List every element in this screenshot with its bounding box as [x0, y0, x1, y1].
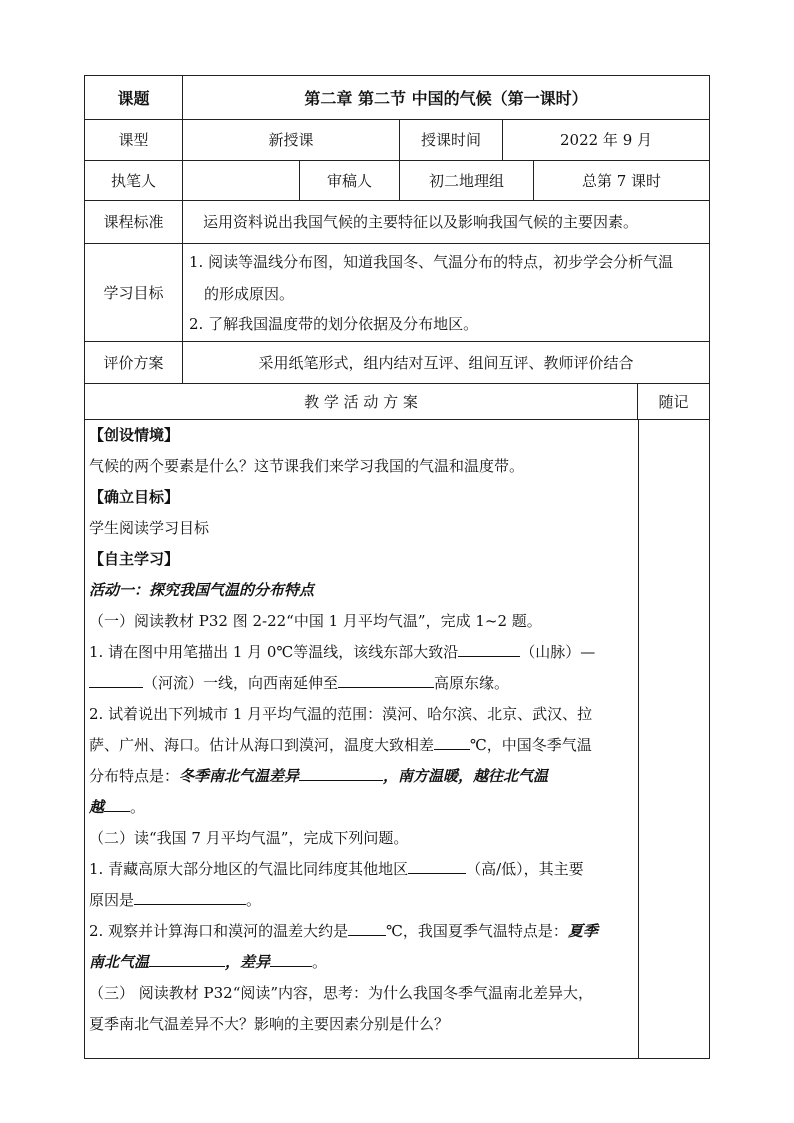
question-3-line-2	[89, 890, 632, 910]
question-2-line-3	[89, 766, 632, 786]
question-4-line-1	[89, 921, 632, 941]
standard-label: 课程标准	[85, 200, 183, 243]
row-goals	[85, 243, 709, 342]
section-goal-text: 学生阅读学习目标	[89, 519, 210, 537]
q3-text-b: （高/低），其主要	[466, 860, 584, 878]
q4-text-d: 南北气温	[89, 953, 150, 971]
question-1-line-1	[89, 642, 632, 662]
blank-summer-diff[interactable]	[348, 921, 386, 936]
blank-summer-temp[interactable]	[149, 952, 225, 967]
goal-content	[183, 243, 709, 341]
blank-high-low[interactable]	[408, 859, 466, 874]
table-frame	[84, 75, 710, 1059]
question-2-line-4	[89, 797, 632, 817]
question-4-line-2	[89, 952, 632, 972]
q1-text-b: （山脉）—	[520, 643, 596, 661]
q3-text-a: 1. 青藏高原大部分地区的气温比同纬度其他地区	[89, 860, 409, 878]
section-self-study-title: 【自主学习】	[89, 550, 180, 568]
type-value: 新授课	[183, 119, 400, 160]
q1-text-a: 1. 请在图中用笔描出 1 月 0℃等温线，该线东部大致沿	[89, 643, 459, 661]
goal-line-2: 的形成原因。	[204, 285, 295, 303]
q4-text-c: 夏季	[567, 922, 598, 940]
author-value	[183, 160, 300, 200]
blank-summer-gap[interactable]	[270, 952, 312, 967]
activity-one-title: 活动一：探究我国气温的分布特点	[89, 581, 315, 599]
blank-reason[interactable]	[134, 890, 246, 905]
q2-text-d: 分布特点是：	[89, 767, 180, 785]
blank-temp-diff[interactable]	[434, 735, 470, 750]
standard-value: 运用资料说出我国气候的主要特征以及影响我国气候的主要因素。	[203, 213, 639, 231]
part-two-text: （二）读“我国 7 月平均气温”，完成下列问题。	[89, 829, 409, 847]
blank-river[interactable]	[89, 673, 143, 688]
q2-text-g: 越	[89, 798, 105, 816]
q2-text-c: ℃，中国冬季气温	[470, 736, 592, 754]
row-eval	[85, 341, 709, 384]
reviewer-value: 初二地理组	[400, 160, 534, 200]
question-3-line-1	[89, 859, 632, 879]
question-2-line-1: 2. 试着说出下列城市 1 月平均气温的范围：漠河、哈尔滨、北京、武汉、拉	[89, 705, 593, 723]
blank-winter-diff[interactable]	[299, 766, 383, 781]
goal-line-3: 2. 了解我国温度带的划分依据及分布地区。	[189, 315, 479, 333]
goal-line-1: 1. 阅读等温线分布图，知道我国冬、气温分布的特点，初步学会分析气温	[189, 253, 674, 271]
q1-text-d: 高原东缘。	[434, 674, 510, 692]
blank-colder[interactable]	[104, 797, 130, 812]
row-topic	[85, 76, 709, 120]
q3-text-c: 原因是	[89, 891, 135, 909]
topic-label: 课题	[85, 76, 183, 119]
q2-text-f: ，南方温暖，越往北气温	[383, 767, 549, 785]
plan-title: 教 学 活 动 方 案	[85, 383, 638, 419]
q2-text-h: 。	[130, 798, 146, 816]
q2-text-e: 冬季南北气温差异	[179, 767, 300, 785]
notes-title: 随记	[658, 392, 689, 411]
q4-text-e: ，差异	[225, 953, 271, 971]
type-label: 课型	[85, 119, 183, 160]
part-three-line-2: 夏季南北气温差异不大？影响的主要因素分别是什么？	[89, 1015, 450, 1033]
q1-text-c: （河流）一线，向西南延伸至	[143, 674, 339, 692]
lesson-count: 总第 7 课时	[581, 171, 662, 190]
q3-text-d: 。	[246, 891, 262, 909]
section-scenario-title: 【创设情境】	[89, 426, 180, 444]
row-standard	[85, 200, 709, 244]
row-author	[85, 160, 709, 201]
row-plan-header	[85, 383, 709, 420]
author-label: 执笔人	[85, 160, 183, 200]
lesson-plan-table	[84, 75, 710, 1059]
goal-label: 学习目标	[85, 243, 183, 341]
section-scenario-text: 气候的两个要素是什么？这节课我们来学习我国的气温和温度带。	[89, 457, 525, 475]
eval-label: 评价方案	[85, 341, 183, 383]
q2-text-b: 萨、广州、海口。估计从海口到漠河，温度大致相差	[89, 736, 435, 754]
time-label: 授课时间	[400, 119, 503, 160]
part-three-line-1: （三） 阅读教材 P32“阅读”内容，思考：为什么我国冬季气温南北差异大，	[89, 984, 594, 1002]
q4-text-b: ℃，我国夏季气温特点是：	[386, 922, 568, 940]
part-one-text: （一）阅读教材 P32 图 2-22“中国 1 月平均气温”，完成 1~2 题。	[89, 612, 542, 630]
eval-value: 采用纸笔形式，组内结对互评、组间互评、教师评价结合	[258, 353, 634, 372]
question-2-line-2	[89, 735, 632, 755]
time-value: 2022 年 9 月	[559, 131, 653, 149]
blank-plateau[interactable]	[338, 673, 434, 688]
blank-mountain[interactable]	[458, 642, 520, 657]
q4-text-a: 2. 观察并计算海口和漠河的温差大约是	[89, 922, 349, 940]
reviewer-label: 审稿人	[300, 160, 400, 200]
q4-text-f: 。	[312, 953, 328, 971]
activity-body	[85, 419, 639, 1058]
row-type	[85, 119, 709, 161]
section-goal-title: 【确立目标】	[89, 488, 180, 506]
question-1-line-2	[89, 673, 632, 693]
topic-value: 第二章 第二节 中国的气候（第一课时）	[304, 89, 588, 108]
